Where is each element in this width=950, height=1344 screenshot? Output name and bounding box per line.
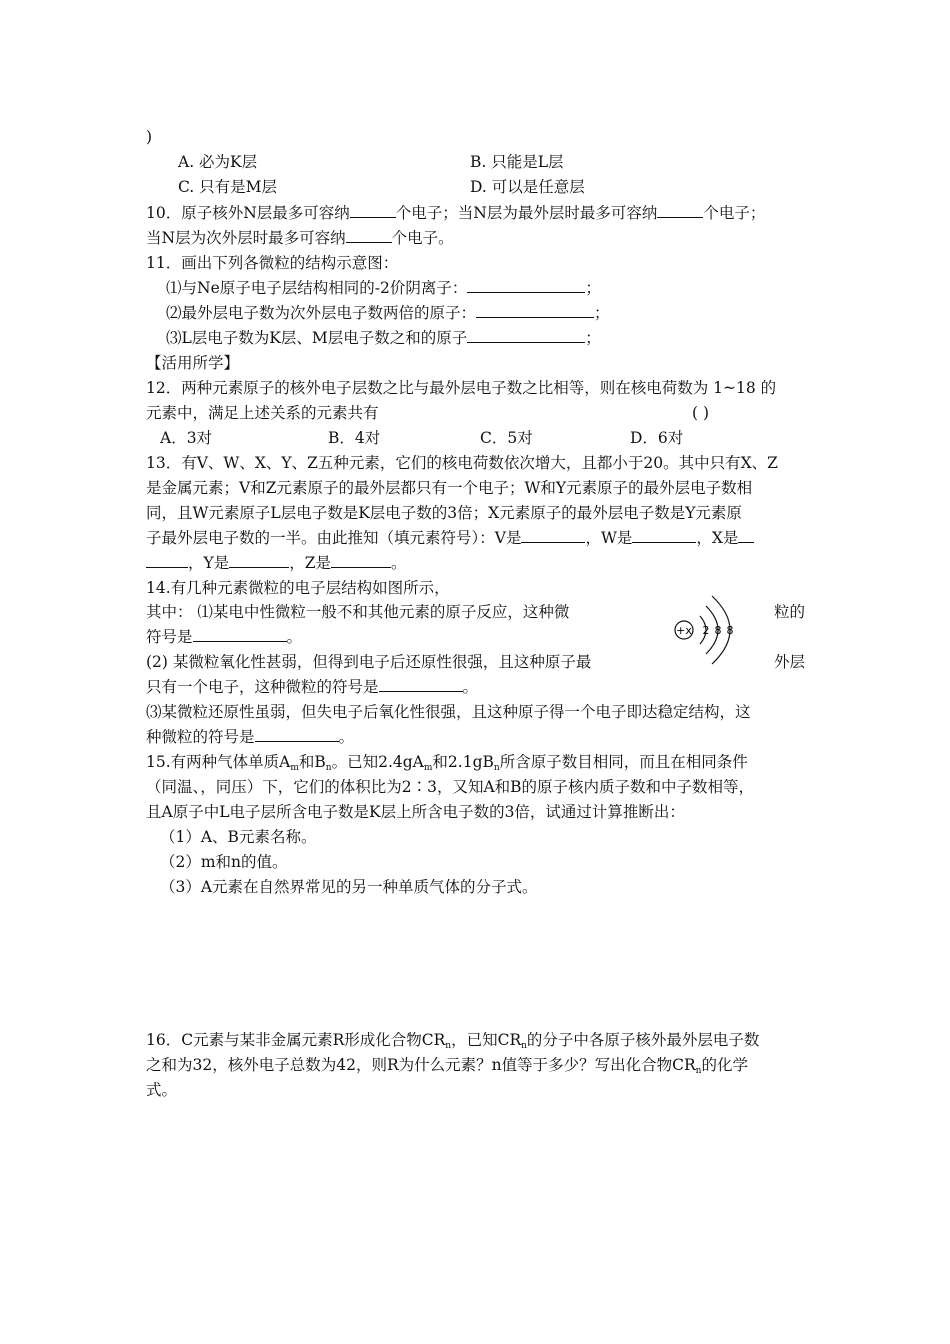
q15-sub-m-2: m [423, 763, 433, 773]
q14-line-1: 14.有几种元素微粒的电子层结构如图所示， [146, 579, 450, 597]
q10-blank-3[interactable] [346, 228, 392, 243]
q9-option-c: C. 只有是M层 [178, 178, 278, 196]
q13-text-y: ，Y是 [188, 554, 230, 572]
q16-text-1: 16．C元素与某非金属元素R形成化合物CR [146, 1031, 446, 1049]
q13-line-2: 是金属元素；V和Z元素原子的最外层都只有一个电子；W和Y元素原子的最外层电子数相 [146, 479, 753, 497]
shell-label-2: 8 [714, 624, 722, 637]
shell-label-1: 2 [702, 624, 710, 637]
q11-sub-3-text: ⑶L层电子数为K层、M层电子数之和的原子 [166, 329, 468, 347]
q14-text-5b: 。 [462, 678, 479, 696]
q14-line-2: 其中： ⑴某电中性微粒一般不和其他元素的原子反应，这种微 [146, 603, 570, 621]
q13-text-z: ，Z是 [289, 554, 332, 572]
q9-option-a: A. 必为K层 [178, 153, 258, 171]
q15-line-2: （同温、，同压）下，它们的体积比为2∶3，又知A和B的原子核内质子数和中子数相等， [146, 778, 755, 796]
q14-line-4-end: 外层 [774, 653, 806, 671]
q11-stem: 11．画出下列各微粒的结构示意图： [146, 254, 399, 272]
q9-tail: ) [146, 128, 153, 146]
q15-sub-3: （3）A元素在自然界常见的另一种单质气体的分子式。 [160, 878, 538, 896]
q12-option-d: D．6对 [630, 429, 684, 447]
q15-text-5: 所含原子数目相同，而且在相同条件 [499, 753, 748, 771]
q16-line-3: 式。 [146, 1081, 178, 1099]
q10-blank-1[interactable] [350, 203, 396, 218]
q12-line-1: 12．两种元素原子的核外电子层数之比与最外层电子数之比相等，则在核电荷数为 1~18 的 [146, 379, 777, 397]
q12-option-a: A．3对 [160, 429, 213, 447]
q14-text-5a: 只有一个电子，这种微粒的符号是 [146, 678, 379, 696]
q11-sub-2-end: ； [594, 304, 610, 322]
q10-blank-2[interactable] [657, 203, 703, 218]
q13-line-4 [146, 528, 754, 548]
nucleus-label: +x [676, 624, 692, 637]
q14-line-7 [146, 727, 354, 747]
q14-blank-3[interactable] [255, 727, 339, 742]
q16-text-5: 的化学 [701, 1056, 748, 1074]
q10-line-2 [146, 228, 454, 248]
q16-text-4: 之和为32，核外电子总数为42，则R为什么元素？n值等于多少？写出化合物CR [146, 1056, 696, 1074]
q13-line-3: 同，且W元素原子L层电子数是K层电子数的3倍；X元素原子的最外层电子数是Y元素原 [146, 504, 742, 522]
q14-text-7a: 种微粒的符号是 [146, 728, 255, 746]
atom-structure-diagram [672, 590, 772, 670]
q14-line-3 [146, 627, 302, 647]
q16-text-2: ，已知CR [451, 1031, 522, 1049]
q11-blank-1[interactable] [467, 278, 585, 293]
q11-sub-3-end: ； [585, 329, 601, 347]
q11-sub-1-text: ⑴与Ne原子电子层结构相同的-2价阴离子： [166, 279, 468, 297]
q14-blank-2[interactable] [379, 677, 463, 692]
q12-option-c: C．5对 [480, 429, 533, 447]
q12-option-b: B．4对 [328, 429, 381, 447]
q15-text-2: 和B [298, 753, 326, 771]
q15-line-1 [146, 752, 748, 778]
q13-blank-v[interactable] [521, 528, 585, 543]
q15-sub-1: （1）A、B元素名称。 [160, 828, 317, 846]
q16-line-1 [146, 1030, 759, 1056]
q10-text-d: 当N层为次外层时最多可容纳 [146, 229, 346, 247]
q13-text-w: ，W是 [585, 529, 633, 547]
q10-line-1 [146, 203, 765, 223]
q15-sub-n-1: n [325, 763, 332, 773]
q13-line-1: 13．有V、W、X、Y、Z五种元素，它们的核电荷数依次增大，且都小于20。其中只有X、Z [146, 454, 778, 472]
q15-line-3: 且A原子中L电子层所含电子数是K层上所含电子数的3倍，试通过计算推断出： [146, 803, 685, 821]
q16-sub-n-1: n [445, 1041, 452, 1051]
q13-text-x: ，X是 [696, 529, 739, 547]
q15-sub-2: （2）m和n的值。 [160, 853, 288, 871]
q14-text-3a: 符号是 [146, 628, 193, 646]
q14-text-3b: 。 [286, 628, 303, 646]
q11-blank-2[interactable] [476, 303, 594, 318]
q16-line-2 [146, 1055, 748, 1081]
q11-sub-3 [166, 328, 601, 348]
q15-text-3: 。已知2.4gA [331, 753, 424, 771]
section-heading: 【活用所学】 [146, 354, 240, 372]
q11-blank-3[interactable] [467, 328, 585, 343]
q14-line-5 [146, 677, 478, 697]
q10-text-c: 个电子； [703, 204, 766, 222]
shell-label-3: 8 [726, 624, 734, 637]
q15-text-4: 和2.1gB [432, 753, 494, 771]
q16-text-3: 的分子中各原子核外最外层电子数 [526, 1031, 760, 1049]
q16-sub-n-2: n [521, 1041, 527, 1051]
q10-text-e: 个电子。 [391, 229, 454, 247]
q13-line-5 [146, 553, 407, 573]
q15-sub-n-2: n [493, 763, 500, 773]
q11-sub-2-text: ⑵最外层电子数为次外层电子数两倍的原子： [166, 304, 477, 322]
q13-blank-x-part2[interactable] [146, 553, 188, 568]
q9-option-b: B. 只能是L层 [470, 153, 564, 171]
q12-line-2: 元素中，满足上述关系的元素共有 [146, 404, 379, 422]
q14-line-4: (2) 某微粒氧化性甚弱，但得到电子后还原性很强，且这种原子最 [146, 653, 592, 671]
q14-line-2-end: 粒的 [774, 603, 806, 621]
q11-sub-2 [166, 303, 610, 323]
q11-sub-1-end: ； [585, 279, 601, 297]
q13-text-v: 子最外层电子数的一半。由此推知（填元素符号）：V是 [146, 529, 522, 547]
q13-blank-y[interactable] [229, 553, 289, 568]
q9-option-d: D. 可以是任意层 [470, 178, 585, 196]
q14-text-7b: 。 [338, 728, 355, 746]
q16-sub-n-3: n [695, 1066, 702, 1076]
q12-answer-paren[interactable]: ( ) [692, 404, 710, 422]
q15-text-1: 15.有两种气体单质A [146, 753, 291, 771]
q15-sub-m-1: m [290, 763, 299, 773]
q13-blank-x-part1[interactable] [738, 528, 754, 543]
q14-line-6: ⑶某微粒还原性虽弱，但失电子后氧化性很强，且这种原子得一个电子即达稳定结构，这 [146, 703, 751, 721]
q10-text-b: 个电子；当N层为最外层时最多可容纳 [395, 204, 658, 222]
q14-blank-1[interactable] [193, 627, 287, 642]
q10-text-a: 10．原子核外N层最多可容纳 [146, 204, 350, 222]
q13-blank-z[interactable] [331, 553, 391, 568]
q13-blank-w[interactable] [632, 528, 696, 543]
q11-sub-1 [166, 278, 601, 298]
q13-text-end: 。 [391, 554, 407, 572]
